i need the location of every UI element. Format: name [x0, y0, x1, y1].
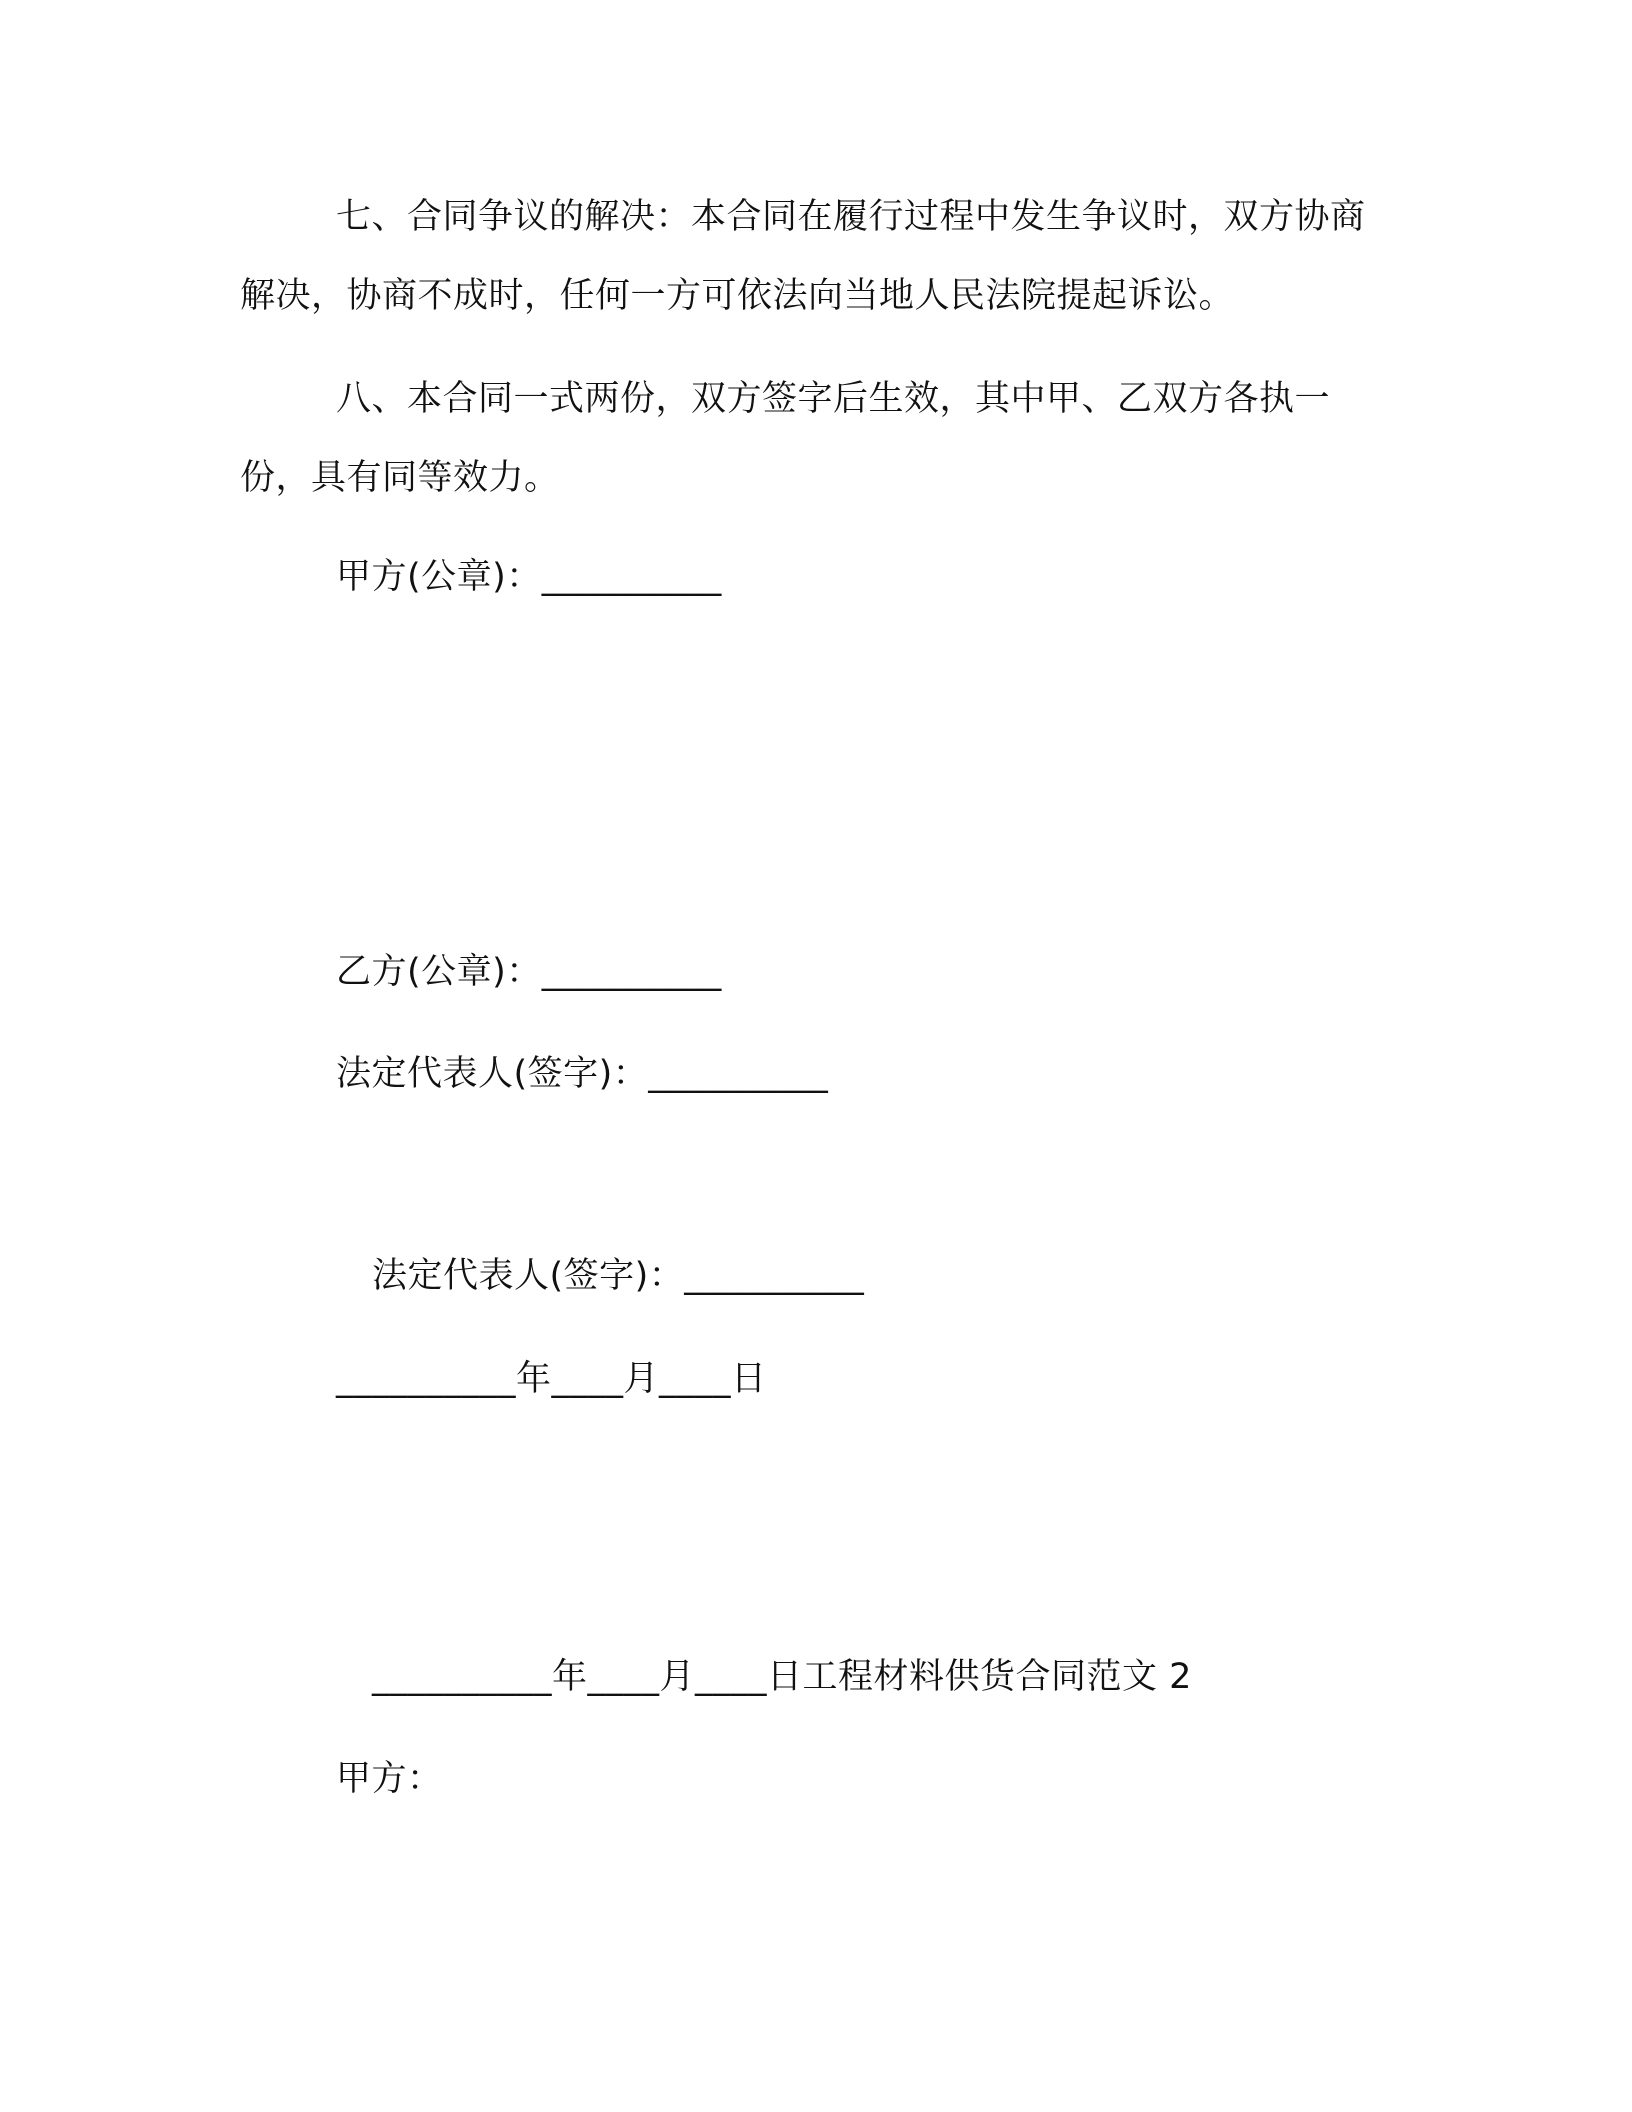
legal-representative-signature-line: 法定代表人(签字)：__________ [336, 1054, 829, 1094]
clause-7-dispute-resolution: 七、合同争议的解决：本合同在履行过程中发生争议时，双方协商解决，协商不成时，任何一方可依法向当地人民法院提起诉讼。 [240, 197, 1366, 316]
next-contract-title: __________年____月____日工程材料供货合同范文 2 [372, 1657, 1192, 1697]
party-a-seal-line: 甲方(公章)：__________ [336, 557, 722, 597]
legal-representative-signature-line-2: 法定代表人(签字)：__________ [372, 1256, 865, 1296]
date-line: __________年____月____日 [336, 1359, 767, 1399]
party-b-seal-line: 乙方(公章)：__________ [336, 952, 722, 992]
party-a-label: 甲方： [336, 1759, 443, 1799]
clause-8-copies-and-effect: 八、本合同一式两份，双方签字后生效，其中甲、乙双方各执一份，具有同等效力。 [240, 379, 1331, 498]
